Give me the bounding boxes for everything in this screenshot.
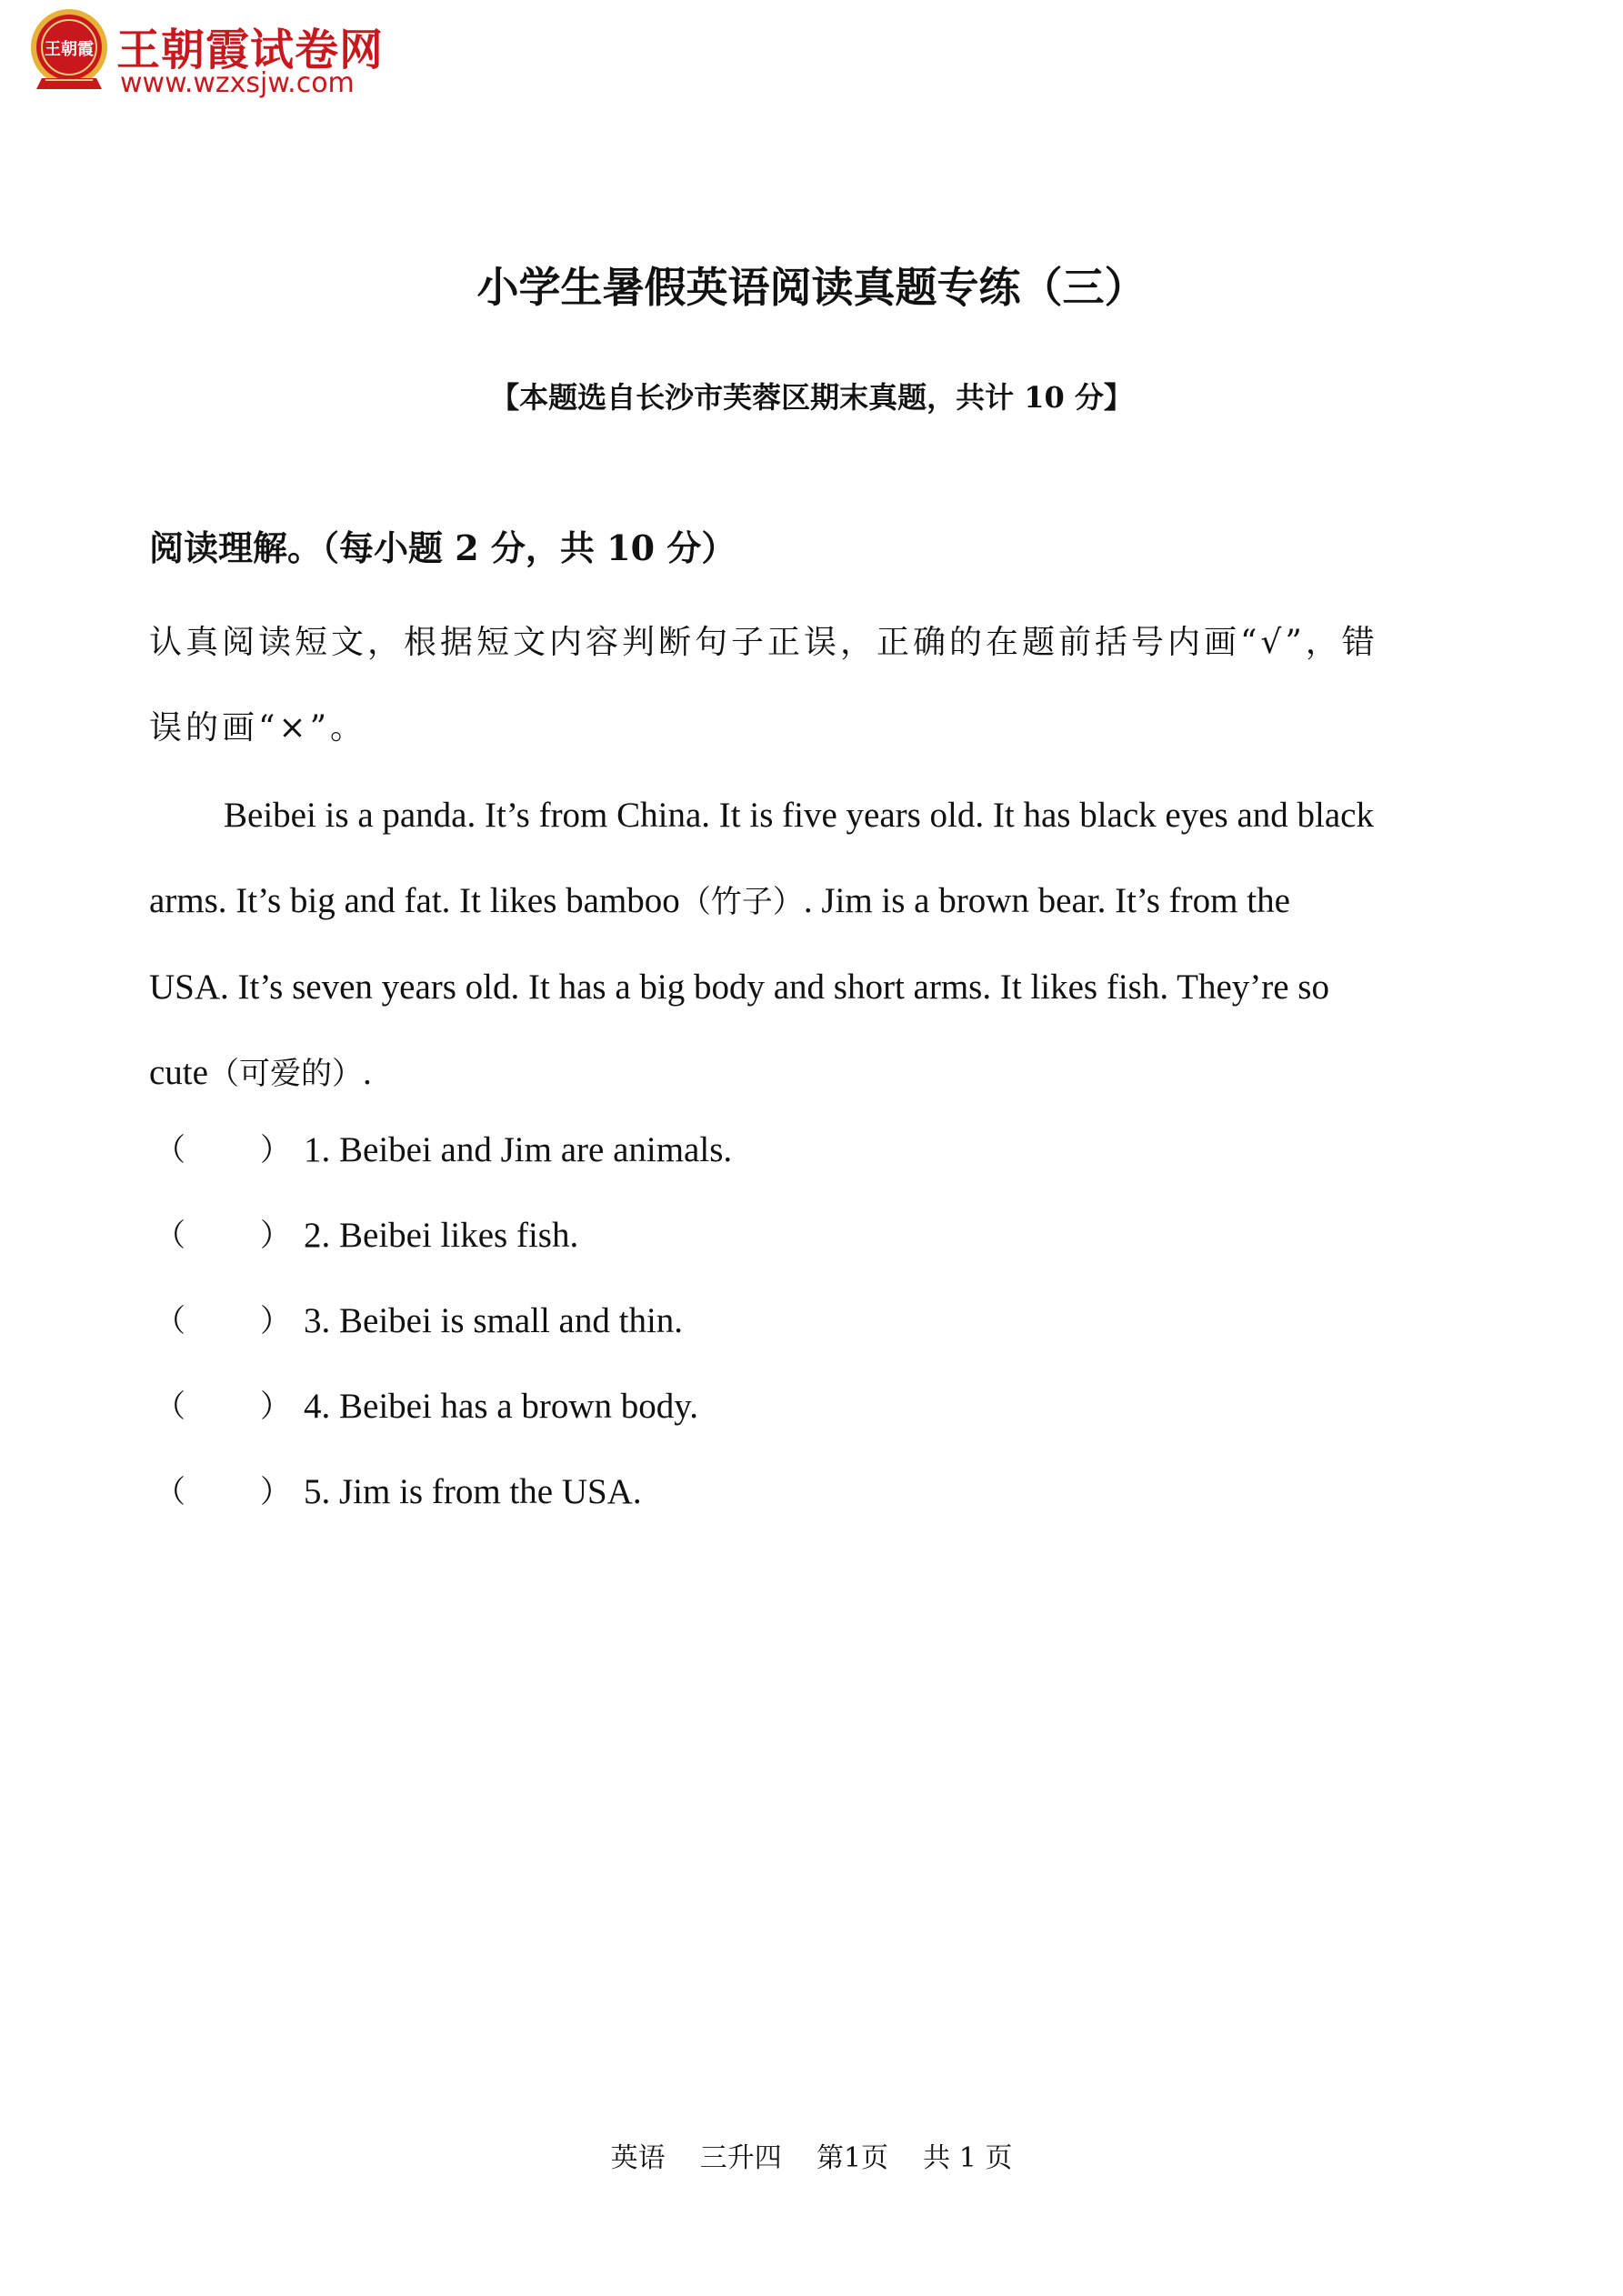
answer-bracket-open[interactable]: （: [155, 1474, 185, 1510]
answer-bracket-close: ）: [260, 1218, 291, 1254]
answer-bracket-open[interactable]: （: [155, 1389, 185, 1425]
brand-badge-text: 王朝霞: [45, 40, 94, 59]
page-footer: 英语 三升四 第1页 共 1 页: [610, 2142, 1013, 2174]
brand-name: 王朝霞试卷网: [116, 25, 385, 75]
passage-line: [149, 858, 1477, 945]
instructions: [149, 600, 1477, 771]
reading-passage: [149, 773, 1477, 1117]
passage-line: Beibei is a panda. It’s from China. It is five years old. It has black eyes and black: [224, 796, 1374, 835]
brand-badge-icon: [25, 7, 113, 95]
answer-bracket-open[interactable]: （: [155, 1303, 185, 1339]
passage-text: cute: [149, 1053, 208, 1092]
page-title: 小学生暑假英语阅读真题专练（三）: [476, 263, 1147, 312]
brand-logo: [25, 7, 407, 107]
brand-url[interactable]: www.wzxsjw.com: [120, 67, 355, 99]
question-text: 1. Beibei and Jim are animals.: [304, 1130, 733, 1169]
answer-bracket-close: ）: [260, 1132, 291, 1168]
answer-bracket-close: ）: [260, 1474, 291, 1510]
passage-line: USA. It’s seven years old. It has a big body and short arms. It likes fish. They’re so: [149, 968, 1329, 1007]
instructions-line: 认真阅读短文，根据短文内容判断句子正误，正确的在题前括号内画“√”，错: [149, 624, 1378, 661]
passage-text: arms. It’s big and fat. It likes bamboo: [149, 881, 680, 920]
question-text: 4. Beibei has a brown body.: [304, 1387, 698, 1426]
instructions-line: 误的画“×”。: [149, 709, 366, 747]
answer-bracket-close: ）: [260, 1303, 291, 1339]
passage-text: . Jim is a brown bear. It’s from the: [803, 881, 1290, 920]
question-text: 2. Beibei likes fish.: [304, 1216, 579, 1255]
passage-line: [149, 1030, 1477, 1117]
question-text: 3. Beibei is small and thin.: [304, 1301, 684, 1340]
answer-bracket-close: ）: [260, 1389, 291, 1425]
page-subtitle: 【本题选自长沙市芙蓉区期末真题，共计 10 分】: [490, 380, 1133, 415]
passage-gloss: （竹子）: [679, 884, 804, 920]
passage-gloss: （可爱的）: [207, 1056, 363, 1092]
section-heading: 阅读理解。（每小题 2 分，共 10 分）: [149, 527, 736, 568]
answer-bracket-open[interactable]: （: [155, 1218, 185, 1254]
passage-text: .: [362, 1053, 372, 1092]
answer-bracket-open[interactable]: （: [155, 1132, 185, 1168]
question-text: 5. Jim is from the USA.: [304, 1472, 642, 1511]
